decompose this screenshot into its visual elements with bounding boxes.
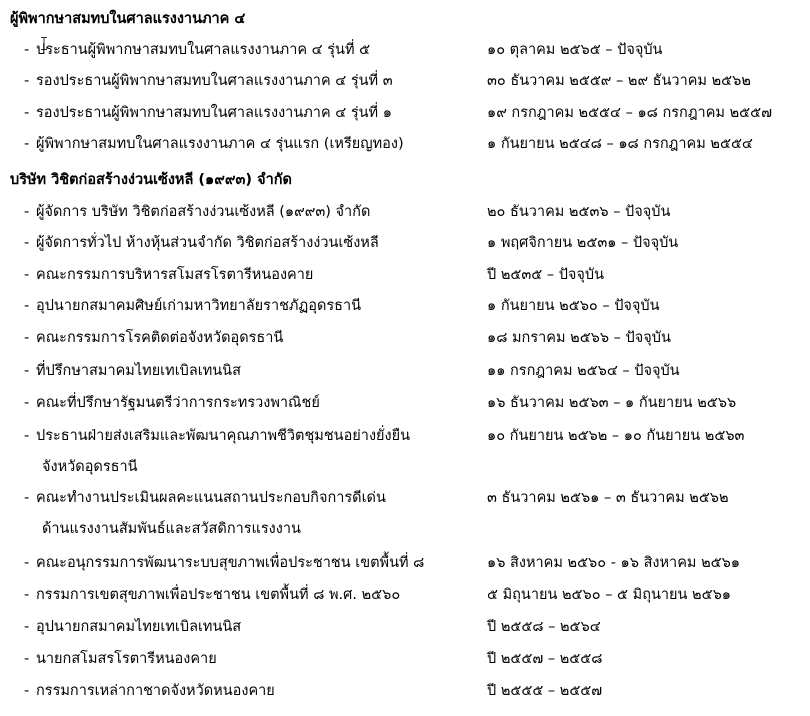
role-text: นายกสโมสรโรตารีหนองคาย <box>36 651 217 667</box>
role-text: ผู้จัดการทั่วไป ห้างหุ้นส่วนจำกัด วิชิตก่อสร้างง่วนเซ้งหลี <box>36 235 379 251</box>
list-dash: - <box>24 73 30 89</box>
section-heading-company: บริษัท วิชิตก่อสร้างง่วนเซ้งหลี (๑๙๙๓) จำกัด <box>10 172 292 188</box>
role-text: รองประธานผู้พิพากษาสมทบในศาลแรงงานภาค ๔ รุ่นที่ ๑ <box>36 105 392 121</box>
period-text: ๓๐ ธันวาคม ๒๕๕๙ – ๒๙ ธันวาคม ๒๕๖๒ <box>487 73 751 89</box>
list-dash: - <box>24 651 30 667</box>
period-text: ๓ ธันวาคม ๒๕๖๑ – ๓ ธันวาคม ๒๕๖๒ <box>487 490 729 506</box>
period-text: ๑๙ กรกฎาคม ๒๕๕๔ – ๑๘ กรกฎาคม ๒๕๕๗ <box>487 105 772 121</box>
role-text: รองประธานผู้พิพากษาสมทบในศาลแรงงานภาค ๔ รุ่นที่ ๓ <box>36 73 393 89</box>
period-text: ๑๖ สิงหาคม ๒๕๖๐ - ๑๖ สิงหาคม ๒๕๖๑ <box>487 555 741 571</box>
period-text: ปี ๒๕๕๗ – ๒๕๕๘ <box>487 651 603 667</box>
list-dash: - <box>24 235 30 251</box>
role-text: ที่ปรึกษาสมาคมไทยเทเบิลเทนนิส <box>36 363 241 379</box>
list-dash: - <box>24 395 30 411</box>
list-dash: - <box>24 204 30 220</box>
period-text: ๑๖ ธันวาคม ๒๕๖๓ – ๑ กันยายน ๒๕๖๖ <box>487 395 737 411</box>
role-text: คณะกรรมการโรคติดต่อจังหวัดอุดรธานี <box>36 330 284 346</box>
list-dash: - <box>24 587 30 603</box>
role-text: อุปนายกสมาคมศิษย์เก่ามหาวิทยาลัยราชภัฏอุดรธานี <box>36 298 362 314</box>
role-text: ประธานฝ่ายส่งเสริมและพัฒนาคุณภาพชีวิตชุมชนอย่างยั่งยืน จังหวัดอุดรธานี <box>36 428 411 475</box>
role-text: คณะทำงานประเมินผลคะแนนสถานประกอบกิจการดีเด่น ด้านแรงงานสัมพันธ์และสวัสดิการแรงงาน <box>36 490 386 537</box>
period-text: ๑๐ กันยายน ๒๕๖๒ – ๑๐ กันยายน ๒๕๖๓ <box>487 428 745 444</box>
role-text: อุปนายกสมาคมไทยเทเบิลเทนนิส <box>36 619 242 635</box>
period-text: ๑ กันยายน ๒๕๔๘ – ๑๘ กรกฎาคม ๒๕๕๔ <box>487 136 753 152</box>
list-dash: - <box>24 428 30 444</box>
period-text: ๑๘ มกราคม ๒๕๖๖ – ปัจจุบัน <box>487 330 671 346</box>
list-dash: - <box>24 619 30 635</box>
list-dash: - <box>24 105 30 121</box>
role-text: กรรมการเขตสุขภาพเพื่อประชาชน เขตพื้นที่ ๘ พ.ศ. ๒๕๖๐ <box>36 587 401 603</box>
period-text: ๕ มิถุนายน ๒๕๖๐ – ๕ มิถุนายน ๒๕๖๑ <box>487 587 731 603</box>
role-text: กรรมการเหล่ากาชาดจังหวัดหนองคาย <box>36 683 275 699</box>
period-text: ๑๐ ตุลาคม ๒๕๖๕ – ปัจจุบัน <box>487 42 663 58</box>
period-text: ปี ๒๕๕๕ – ๒๕๕๗ <box>487 683 603 699</box>
period-text: ๑๑ กรกฎาคม ๒๕๖๔ – ปัจจุบัน <box>487 363 680 379</box>
period-text: ปี ๒๕๕๘ – ๒๕๖๔ <box>487 619 601 635</box>
role-text: คณะกรรมการบริหารสโมสรโรตารีหนองคาย <box>36 267 314 283</box>
period-text: ปี ๒๕๓๕ – ปัจจุบัน <box>487 267 605 283</box>
list-dash: - <box>24 683 30 699</box>
role-text: คณะอนุกรรมการพัฒนาระบบสุขภาพเพื่อประชาชน เขตพื้นที่ ๘ <box>36 555 425 571</box>
role-text: คณะที่ปรึกษารัฐมนตรีว่าการกระทรวงพาณิชย์ <box>36 395 320 411</box>
period-text: ๑ กันยายน ๒๕๖๐ – ปัจจุบัน <box>487 298 660 314</box>
role-text: ผู้จัดการ บริษัท วิชิตก่อสร้างง่วนเซ้งหลี (๑๙๙๓) จำกัด <box>36 204 371 220</box>
list-dash: - <box>24 363 30 379</box>
list-dash: - <box>24 555 30 571</box>
list-dash: - <box>24 330 30 346</box>
period-text: ๑ พฤศจิกายน ๒๕๓๑ – ปัจจุบัน <box>487 235 679 251</box>
period-text: ๒๐ ธันวาคม ๒๕๓๖ – ปัจจุบัน <box>487 204 671 220</box>
list-dash: - <box>24 136 30 152</box>
role-text: ประธานผู้พิพากษาสมทบในศาลแรงงานภาค ๔ รุ่นที่ ๕ <box>36 42 371 58</box>
list-dash: - <box>24 42 30 58</box>
list-dash: - <box>24 490 30 506</box>
section-heading-lay-judge: ผู้พิพากษาสมทบในศาลแรงงานภาค ๔ <box>10 11 246 27</box>
list-dash: - <box>24 267 30 283</box>
list-dash: - <box>24 298 30 314</box>
role-text: ผู้พิพากษาสมทบในศาลแรงงานภาค ๔ รุ่นแรก (เหรียญทอง) <box>36 136 404 152</box>
